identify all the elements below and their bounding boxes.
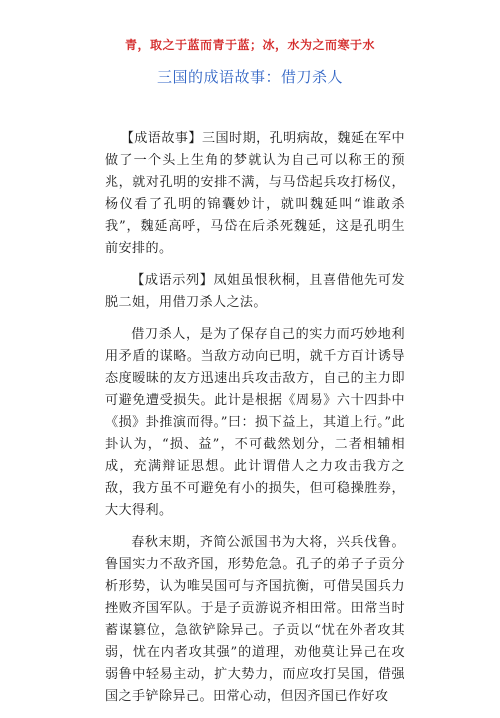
paragraph-example: 【成语示列】凤姐虽恨秋桐，且喜借他先可发脱二姐，用借刀杀人之法。 bbox=[105, 273, 405, 310]
header-quote: 青，取之于蓝而青于蓝；冰，水为之而寒于水 bbox=[124, 38, 375, 52]
paragraph-history: 春秋末期，齐简公派国书为大将，兴兵伐鲁。鲁国实力不敌齐国，形势危急。孔子的弟子子贡分析形势，认为唯吴国可与齐国抗衡，可借吴国兵力挫败齐国军队。于是子贡游说齐相田常。田常当时蓄谋篡位，急欲铲除异己。子贡以“忧在外者攻其弱，忧在内者攻其强”的道理，劝他莫让异己在攻弱鲁中轻易主动，扩大势力，而应攻打吴国，借强国之手铲除异己。田常心动，但因齐国已作好攻 bbox=[105, 535, 405, 704]
paragraph-story: 【成语故事】三国时期，孔明病故，魏延在军中做了一个头上生角的梦就认为自己可以称王的预兆，就对孔明的安排不满，与马岱起兵攻打杨仪，杨仪看了孔明的锦囊妙计，就叫魏延叫“谁敢杀我”，魏延高呼，马岱在后杀死魏延，这是孔明生前安排的。 bbox=[105, 131, 405, 256]
document-title: 三国的成语故事：借刀杀人 bbox=[156, 68, 343, 86]
document-body bbox=[105, 128, 405, 718]
paragraph-explanation: 借刀杀人，是为了保存自己的实力而巧妙地利用矛盾的谋略。当敌方动向已明，就千方百计诱导态度暧昧的友方迅速出兵攻击敌方，自己的主力即可避免遭受损失。此计是根据《周易》六十四卦中《损》卦推演而得。”曰：损下益上，其道上行。”此卦认为，“损、益”，不可截然划分，二者相辅相成，充满辩证思想。此计谓借人之力攻击我方之敌，我方虽不可避免有小的损失，但可稳操胜券，大大得利。 bbox=[105, 327, 405, 518]
